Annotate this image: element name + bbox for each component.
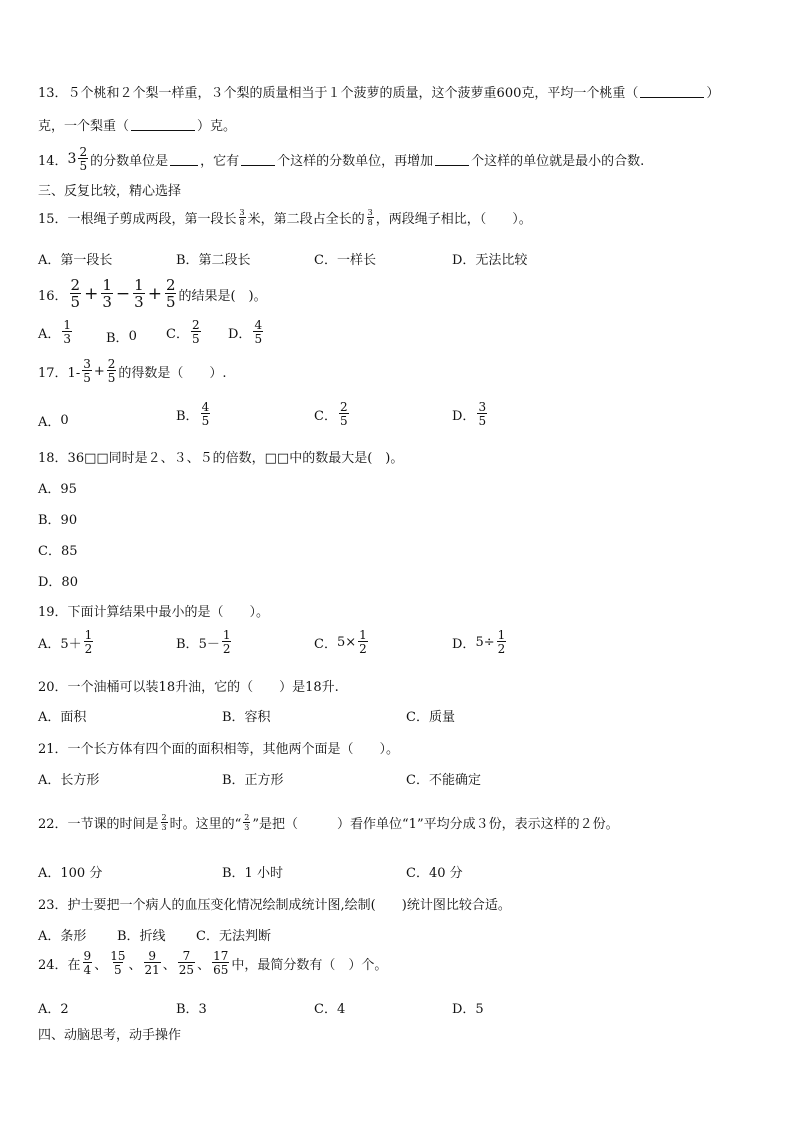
- q20-question: 20．一个油桶可以装18升油，它的（ ）是18升.: [38, 680, 339, 695]
- fraction: $\frac{2}{5}$: [191, 318, 200, 346]
- answer-blank[interactable]: [435, 153, 469, 166]
- q22-question: 22．一节课的时间是 $\frac{2}{3}$ 时。这里的“ $\frac{2}{3}$ ”是把（ ）看作单位“1”平均分成３份，表示这样的２份。: [38, 812, 619, 832]
- option-c[interactable]: C．质量: [406, 710, 455, 725]
- plus-sign: +: [147, 284, 162, 304]
- option-a[interactable]: A．长方形: [38, 773, 100, 788]
- fraction: $\frac{2}{5}$: [107, 357, 116, 385]
- minus-sign: −: [115, 284, 131, 304]
- q15-question: 15．一根绳子剪成两段，第一段长 $\frac{3}{8}$ 米，第二段占全长的 $\frac{3}{8}$ ，两段绳子相比，（ ）。: [38, 207, 532, 227]
- q17-question: 17．1- $\frac{3}{5}$ + $\frac{2}{5}$ 的得数是（ ）.: [38, 357, 227, 385]
- option-d[interactable]: D．80: [38, 575, 78, 590]
- answer-blank[interactable]: [170, 153, 198, 166]
- q24-question: 24．在 $\frac{9}{4}$ 、 $\frac{15}{5}$ 、 $\frac{9}{21}$ 、 $\frac{7}{25}$ 、 $\frac{17}{65}$ 中，最简分数有（ ）个。: [38, 949, 388, 977]
- q16-question: 16． $\frac{2}{5}$ + $\frac{1}{3}$ − $\frac{1}{3}$ + $\frac{2}{5}$ 的结果是( )。: [38, 276, 267, 311]
- option-b[interactable]: B． 0: [106, 329, 137, 346]
- fraction: $\frac{17}{65}$: [213, 949, 229, 977]
- option-a[interactable]: A．条形: [38, 929, 87, 944]
- fraction: $\frac{1}{3}$: [102, 276, 112, 311]
- option-a[interactable]: A． 0: [38, 413, 69, 430]
- fraction: $\frac{1}{2}$: [359, 628, 367, 656]
- q21-question: 21．一个长方体有四个面的面积相等，其他两个面是（ ）。: [38, 742, 400, 757]
- option-d[interactable]: D．无法比较: [452, 253, 528, 268]
- fraction: $\frac{3}{5}$: [83, 357, 91, 385]
- option-c[interactable]: C．40 分: [406, 866, 463, 881]
- fraction: $\frac{1}{3}$: [63, 318, 72, 346]
- option-b[interactable]: B．第二段长: [176, 253, 251, 268]
- fraction: $\frac{2}{3}$: [244, 812, 250, 832]
- fraction: $\frac{2}{5}$: [70, 276, 81, 311]
- option-a[interactable]: A．面积: [38, 710, 87, 725]
- fraction: $\frac{7}{25}$: [178, 949, 195, 977]
- q13-line2: 克，一个梨重（ ）克。: [38, 119, 237, 134]
- option-c[interactable]: C．85: [38, 544, 78, 559]
- option-b[interactable]: B．容积: [222, 710, 271, 725]
- q19-question: 19．下面计算结果中最小的是（ ）。: [38, 605, 270, 620]
- plus-sign: +: [84, 284, 99, 304]
- q23-question: 23．护士要把一个病人的血压变化情况绘制成统计图,绘制( )统计图比较合适。: [38, 898, 511, 913]
- option-a[interactable]: A．第一段长: [38, 253, 113, 268]
- option-c[interactable]: C． $\frac{2}{5}$: [314, 400, 348, 428]
- option-b[interactable]: B．正方形: [222, 773, 284, 788]
- option-a[interactable]: A． 5＋ $\frac{1}{2}$: [38, 628, 93, 656]
- option-b[interactable]: B．折线: [117, 929, 166, 944]
- fraction: $\frac{9}{21}$: [144, 949, 160, 977]
- section-heading: 四、动脑思考，动手操作: [38, 1028, 182, 1043]
- option-c[interactable]: C． $\frac{2}{5}$: [166, 318, 200, 346]
- option-c[interactable]: C．无法判断: [196, 929, 271, 944]
- fraction: $\frac{3}{5}$: [478, 400, 487, 428]
- fraction: $\frac{15}{5}$: [110, 949, 126, 977]
- q13-line1: 13．５个桃和２个梨一样重，３个梨的质量相当于１个菠萝的质量，这个菠萝重600克，平均一个桃重（ ）: [38, 86, 720, 101]
- fraction: $\frac{3}{8}$: [239, 207, 245, 227]
- option-a[interactable]: A．2: [38, 1002, 69, 1017]
- fraction: $\frac{2}{5}$: [165, 276, 176, 311]
- option-b[interactable]: B．90: [38, 513, 78, 528]
- option-b[interactable]: B．1 小时: [222, 866, 283, 881]
- fraction: $\frac{1}{2}$: [84, 628, 93, 656]
- answer-blank[interactable]: [131, 118, 195, 131]
- option-d[interactable]: D． 5÷ $\frac{1}{2}$: [452, 628, 506, 656]
- option-a[interactable]: A．100 分: [38, 866, 103, 881]
- fraction: $\frac{2}{5}$: [339, 400, 348, 428]
- section-heading: 三、反复比较，精心选择: [38, 184, 182, 199]
- option-d[interactable]: D． $\frac{3}{5}$: [452, 400, 487, 428]
- q14-question: 14． 3 $\frac{2}{5}$ 的分数单位是 ，它有 个这样的分数单位，再增加 个这样的单位就是最小的合数.: [38, 145, 645, 173]
- option-c[interactable]: C．4: [314, 1002, 346, 1017]
- option-a[interactable]: A． $\frac{1}{3}$: [38, 318, 72, 346]
- fraction: $\frac{2}{3}$: [161, 812, 167, 832]
- option-b[interactable]: B． 5－ $\frac{1}{2}$: [176, 628, 231, 656]
- fraction: $\frac{4}{5}$: [254, 318, 263, 346]
- option-a[interactable]: A．95: [38, 482, 77, 497]
- fraction: $\frac{9}{4}$: [83, 949, 92, 977]
- fraction: $\frac{1}{2}$: [222, 628, 231, 656]
- option-c[interactable]: C． 5× $\frac{1}{2}$: [314, 628, 367, 656]
- answer-blank[interactable]: [640, 85, 704, 98]
- fraction: $\frac{4}{5}$: [201, 400, 210, 428]
- option-d[interactable]: D．5: [452, 1002, 484, 1017]
- q18-question: 18．36□□同时是２、３、５的倍数，□□中的数最大是( )。: [38, 451, 404, 466]
- option-b[interactable]: B． $\frac{4}{5}$: [176, 400, 210, 428]
- fraction: $\frac{2}{5}$: [79, 145, 88, 173]
- option-d[interactable]: D． $\frac{4}{5}$: [228, 318, 263, 346]
- fraction: $\frac{1}{2}$: [497, 628, 506, 656]
- option-c[interactable]: C．不能确定: [406, 773, 481, 788]
- fraction: $\frac{3}{8}$: [367, 207, 373, 227]
- option-c[interactable]: C．一样长: [314, 253, 376, 268]
- answer-blank[interactable]: [241, 153, 275, 166]
- fraction: $\frac{1}{3}$: [134, 276, 144, 311]
- option-b[interactable]: B．3: [176, 1002, 207, 1017]
